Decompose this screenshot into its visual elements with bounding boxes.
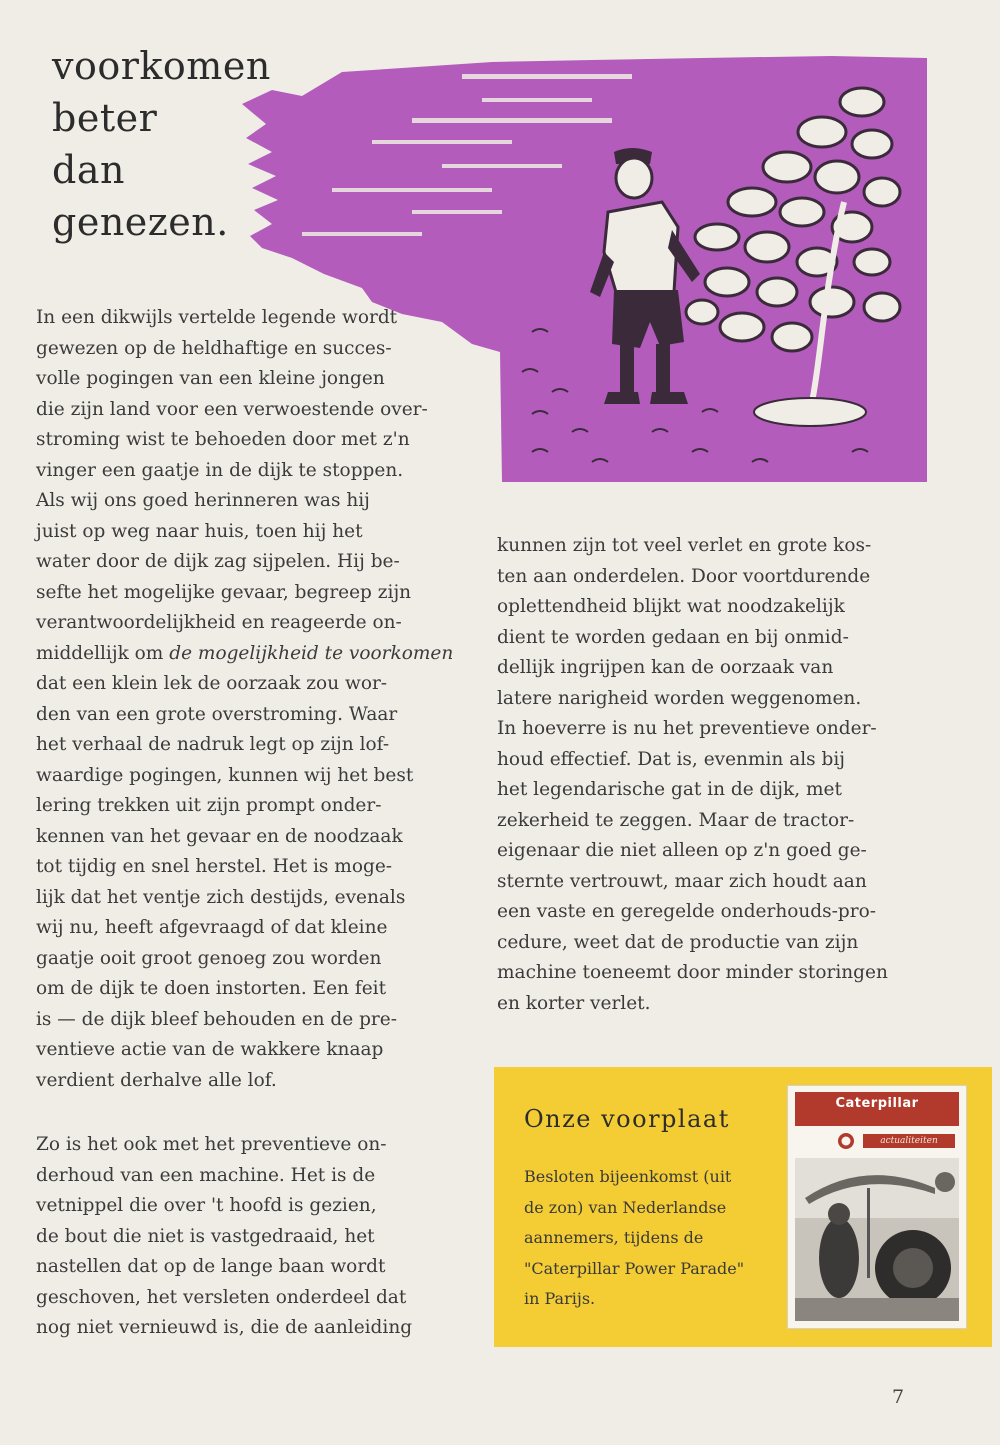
text-line: ventieve actie van de wakkere knaap xyxy=(36,1039,384,1060)
text-line: nastellen dat op de lange baan wordt xyxy=(36,1256,386,1277)
text-line: Zo is het ook met het preventieve on- xyxy=(36,1134,387,1155)
text-line: waardige pogingen, kunnen wij het best xyxy=(36,764,414,786)
emphasis-prefix: middellijk om xyxy=(36,642,170,664)
text-line: kennen van het gevaar en de noodzaak xyxy=(36,825,403,847)
text-line: water door de dijk zag sijpelen. Hij be- xyxy=(36,551,400,572)
emphasis-phrase: de mogelijkheid te voorkomen xyxy=(169,642,454,664)
text-line: sefte het mogelijke gevaar, begreep zijn xyxy=(36,581,412,603)
text-line: om de dijk te doen instorten. Een feit xyxy=(36,978,387,999)
text-line: verdient derhalve alle lof. xyxy=(36,1069,277,1091)
cover-brand: Caterpillar xyxy=(835,1096,919,1111)
text-line: en korter verlet. xyxy=(497,992,651,1014)
text-line: de bout die niet is vastgedraaid, het xyxy=(36,1225,375,1247)
article-left-column xyxy=(36,303,468,1096)
title-line-2: beter xyxy=(52,96,158,140)
cover-subtitle-row xyxy=(795,1132,959,1150)
text-line: ten aan onderdelen. Door voortdurende xyxy=(497,565,871,587)
text-line: dellijk ingrijpen kan de oorzaak van xyxy=(497,657,834,678)
text-line: juist op weg naar huis, toen hij het xyxy=(36,520,363,542)
text-line: oplettendheid blijkt wat noodzakelijk xyxy=(497,596,845,617)
cover-text-line: aannemers, tijdens de xyxy=(524,1228,704,1247)
text-line: stroming wist te behoeden door met z'n xyxy=(36,429,410,450)
text-line: die zijn land voor een verwoestende over- xyxy=(36,398,428,420)
text-line: kunnen zijn tot veel verlet en grote kos- xyxy=(497,535,872,556)
title-line-1: voorkomen xyxy=(52,44,271,88)
text-line: In een dikwijls vertelde legende wordt xyxy=(36,307,398,328)
text-line: sternte vertrouwt, maar zich houdt aan xyxy=(497,870,867,892)
title-line-3: dan xyxy=(52,148,125,192)
text-line: Als wij ons goed herinneren was hij xyxy=(36,490,370,511)
cover-text-line: de zon) van Nederlandse xyxy=(524,1197,727,1217)
cover-logo-icon xyxy=(835,1132,857,1150)
text-line: gaatje ooit groot genoeg zou worden xyxy=(36,947,382,969)
text-line: geschoven, het versleten onderdeel dat xyxy=(36,1286,407,1308)
text-line: In hoeverre is nu het preventieve onder- xyxy=(497,718,877,739)
cover-text-line: "Caterpillar Power Parade" xyxy=(524,1258,745,1278)
cover-photo xyxy=(795,1158,959,1321)
text-line: houd effectief. Dat is, evenmin als bij xyxy=(497,748,846,770)
text-line: dat een klein lek de oorzaak zou wor- xyxy=(36,673,388,694)
text-line: machine toeneemt door minder storingen xyxy=(497,962,888,983)
text-line: het legendarische gat in de dijk, met xyxy=(497,779,842,800)
text-line: tot tijdig en snel herstel. Het is moge- xyxy=(36,856,393,877)
text-line: nog niet vernieuwd is, die de aanleiding xyxy=(36,1317,413,1338)
text-line: wij nu, heeft afgevraagd of dat kleine xyxy=(36,917,388,938)
magazine-cover-thumbnail xyxy=(788,1086,966,1328)
text-line: eigenaar die niet alleen op z'n goed ge- xyxy=(497,840,867,861)
text-line: dient te worden gedaan en bij onmid- xyxy=(497,626,849,648)
cover-box-title: Onze voorplaat xyxy=(524,1105,730,1133)
text-line: lijk dat het ventje zich destijds, evenals xyxy=(36,886,406,908)
cover-box-text xyxy=(524,1162,760,1315)
text-line: is — de dijk bleef behouden en de pre- xyxy=(36,1008,397,1030)
text-line: den van een grote overstroming. Waar xyxy=(36,703,398,725)
cover-text-line: in Parijs. xyxy=(524,1289,596,1308)
text-line: zekerheid te zeggen. Maar de tractor- xyxy=(497,809,855,831)
text-line: gewezen op de heldhaftige en succes- xyxy=(36,337,392,359)
cover-info-box xyxy=(494,1067,992,1347)
text-line: verantwoordelijkheid en reageerde on- xyxy=(36,612,402,633)
cover-subtitle: actualiteiten xyxy=(863,1134,955,1148)
cover-header-band xyxy=(795,1092,959,1126)
text-line: derhoud van een machine. Het is de xyxy=(36,1164,376,1186)
text-line: vetnippel die over 't hoofd is gezien, xyxy=(36,1195,377,1216)
article-left-column-end xyxy=(36,1130,460,1344)
text-line: een vaste en geregelde onderhouds-pro- xyxy=(497,901,876,922)
article-right-column xyxy=(497,531,925,1019)
text-line: volle pogingen van een kleine jongen xyxy=(36,368,385,389)
title-line-4: genezen. xyxy=(52,200,229,244)
cover-text-line: Besloten bijeenkomst (uit xyxy=(524,1167,732,1186)
text-line: het verhaal de nadruk legt op zijn lof- xyxy=(36,734,390,755)
page-number: 7 xyxy=(892,1386,905,1408)
text-line-emphasis xyxy=(36,639,468,670)
text-line: lering trekken uit zijn prompt onder- xyxy=(36,795,382,816)
text-line: vinger een gaatje in de dijk te stoppen. xyxy=(36,459,404,481)
text-line: latere narigheid worden weggenomen. xyxy=(497,687,862,709)
text-line: cedure, weet dat de productie van zijn xyxy=(497,931,859,953)
